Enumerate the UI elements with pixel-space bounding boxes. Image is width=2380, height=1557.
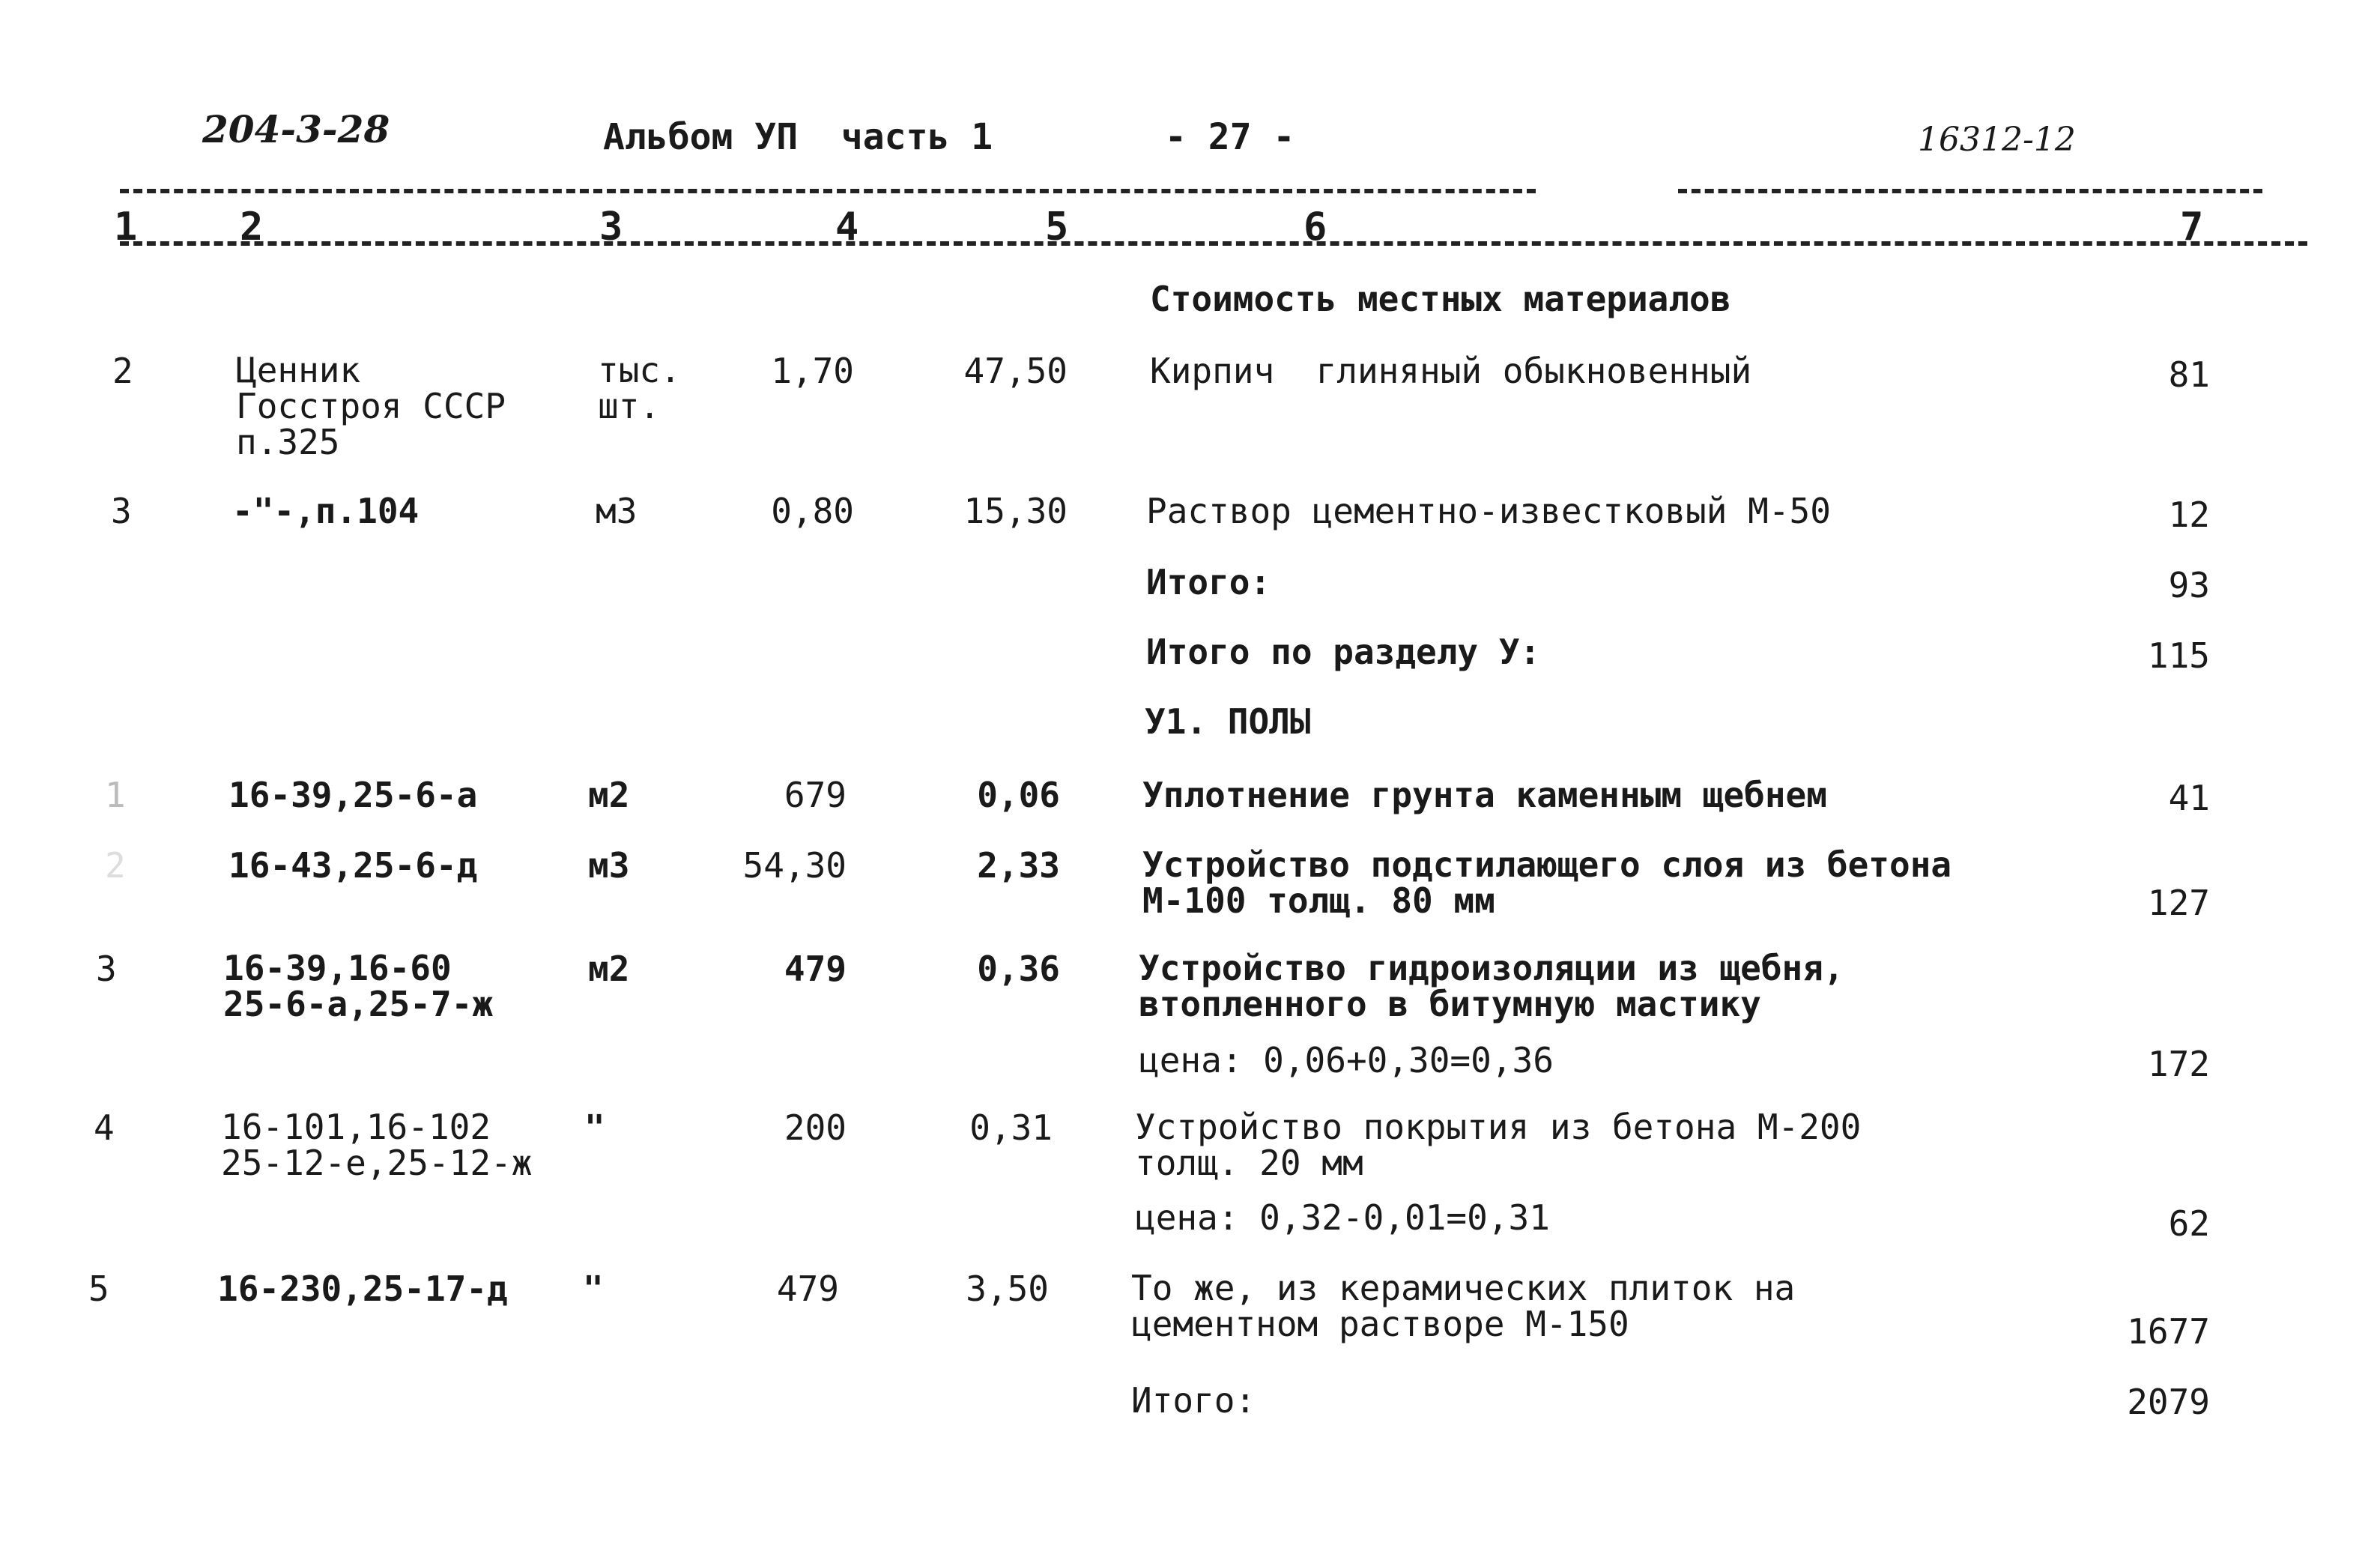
- reference-number: 16312-12: [1918, 121, 2076, 159]
- row-cost: 62: [2168, 1203, 2210, 1244]
- row-unit-price: 0,06: [977, 775, 1060, 815]
- row-reference: 16-101,16-102 25-12-е,25-12-ж: [221, 1107, 533, 1183]
- row-number: 1: [105, 775, 126, 815]
- column-number-4: 4: [835, 205, 859, 250]
- section-total-label: Итого по разделу У:: [1146, 632, 1541, 672]
- row-reference: 16-39,25-6-а: [228, 775, 478, 815]
- row-number: 2: [105, 845, 126, 886]
- row-description: Раствор цементно-известковый М-50: [1146, 491, 1831, 531]
- row-unit-price: 0,31: [969, 1107, 1053, 1148]
- page-number: - 27 -: [1165, 116, 1295, 158]
- total-value: 2079: [2127, 1382, 2210, 1422]
- row-cost: 12: [2168, 495, 2210, 535]
- column-number-6: 6: [1303, 205, 1327, 250]
- row-reference: 16-230,25-17-д: [217, 1269, 508, 1309]
- row-unit-price: 15,30: [963, 491, 1068, 531]
- section-title-local-materials: Стоимость местных материалов: [1150, 279, 1731, 319]
- row-quantity: 479: [776, 1269, 839, 1309]
- row-unit: м2: [588, 775, 630, 815]
- total-label: Итого:: [1131, 1380, 1256, 1421]
- row-quantity: 1,70: [771, 351, 854, 391]
- row-number: 4: [94, 1107, 115, 1148]
- row-unit-price: 3,50: [966, 1269, 1049, 1309]
- album-label: Альбом УП часть 1: [603, 116, 993, 158]
- document-code: 204-3-28: [202, 107, 390, 151]
- row-number: 3: [111, 491, 132, 531]
- row-unit: тыс. шт.: [598, 350, 681, 426]
- row-description: Устройство гидроизоляции из щебня, втопленного в битумную мастику: [1139, 948, 1844, 1024]
- top-rule-right: [1678, 189, 2262, 193]
- row-cost: 1677: [2127, 1311, 2210, 1352]
- row-reference: Ценник Госстроя СССР п.325: [236, 350, 506, 462]
- row-unit-price: 0,36: [977, 949, 1060, 989]
- row-description: Устройство подстилающего слоя из бетона М-100 толщ. 80 мм: [1142, 844, 1952, 921]
- row-cost: 81: [2168, 354, 2210, 395]
- subtotal-label: Итого:: [1146, 562, 1271, 602]
- row-number: 3: [96, 949, 117, 989]
- section-title-floors: У1. ПОЛЫ: [1145, 701, 1311, 742]
- price-note: цена: 0,32-0,01=0,31: [1135, 1197, 1550, 1238]
- row-reference: -"-,п.104: [232, 491, 420, 531]
- column-number-2: 2: [240, 205, 264, 250]
- row-cost: 41: [2168, 778, 2210, 818]
- row-unit: м3: [588, 845, 630, 886]
- row-cost: 127: [2147, 883, 2210, 923]
- section-total-value: 115: [2147, 635, 2210, 676]
- column-number-1: 1: [114, 205, 138, 250]
- row-description: То же, из керамических плиток на цементном растворе М-150: [1131, 1268, 1796, 1344]
- row-number: 5: [88, 1269, 109, 1309]
- row-quantity: 200: [784, 1107, 847, 1148]
- row-description: Устройство покрытия из бетона М-200 толщ. 20 мм: [1135, 1107, 1862, 1183]
- price-note: цена: 0,06+0,30=0,36: [1139, 1040, 1554, 1080]
- row-description: Кирпич глиняный обыкновенный: [1150, 351, 1752, 391]
- row-quantity: 0,80: [771, 491, 854, 531]
- row-unit-price: 47,50: [963, 351, 1068, 391]
- column-number-rule: [120, 241, 2307, 246]
- row-unit: м2: [588, 949, 630, 989]
- column-number-3: 3: [599, 205, 623, 250]
- top-rule-left: [120, 189, 1536, 193]
- column-number-5: 5: [1045, 205, 1069, 250]
- row-unit: ": [583, 1269, 604, 1309]
- row-reference: 16-43,25-6-д: [228, 845, 478, 886]
- row-cost: 172: [2147, 1044, 2210, 1084]
- row-unit: ": [584, 1107, 605, 1148]
- subtotal-value: 93: [2168, 565, 2210, 605]
- row-number: 2: [112, 351, 133, 391]
- row-quantity: 479: [784, 949, 847, 989]
- row-quantity: 679: [784, 775, 847, 815]
- row-quantity: 54,30: [742, 845, 847, 886]
- row-description: Уплотнение грунта каменным щебнем: [1142, 775, 1827, 815]
- row-unit: м3: [596, 491, 638, 531]
- row-unit-price: 2,33: [977, 845, 1060, 886]
- row-reference: 16-39,16-60 25-6-а,25-7-ж: [223, 948, 494, 1024]
- column-number-7: 7: [2180, 205, 2204, 250]
